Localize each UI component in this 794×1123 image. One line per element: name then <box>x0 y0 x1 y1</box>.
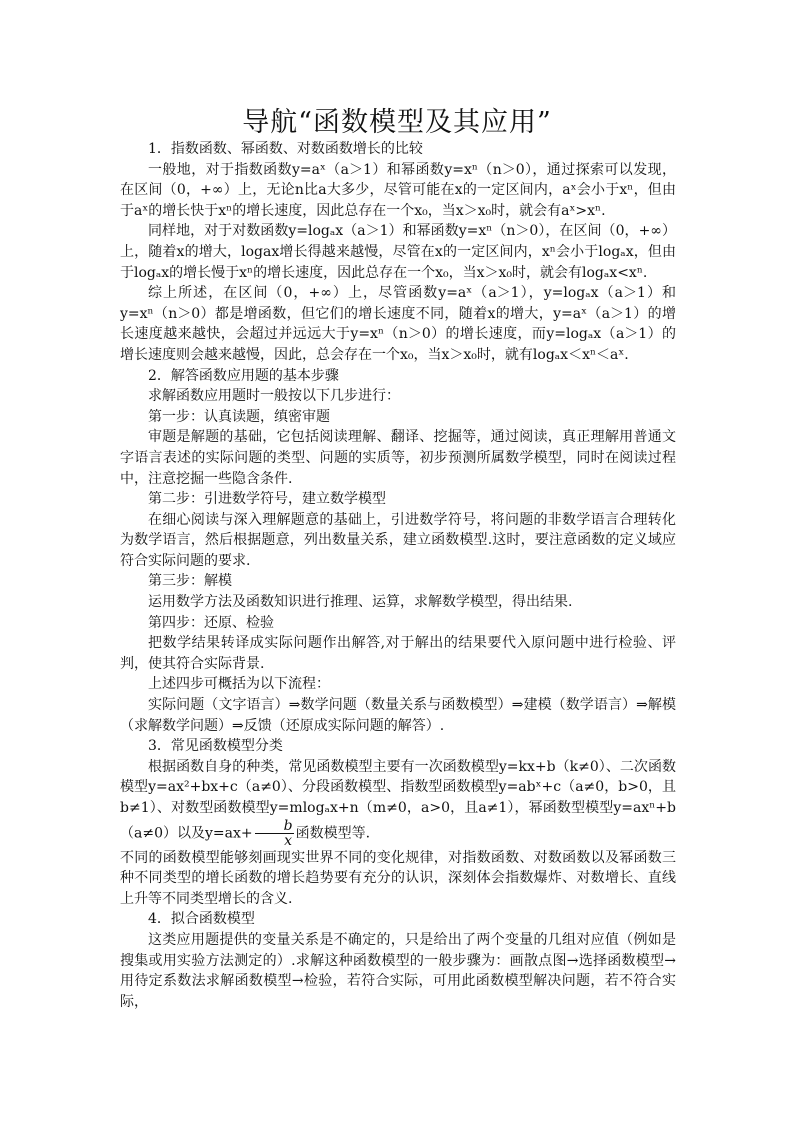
section-4-heading: 4．拟合函数模型 <box>148 911 255 928</box>
page-title: 导航“函数模型及其应用” <box>242 107 552 138</box>
fraction-numerator: b <box>255 819 294 834</box>
section-2-step-4: 第四步：还原、检验 <box>148 614 274 631</box>
section-3-paragraph-1 <box>120 757 676 848</box>
section-1-paragraph-3: 综上所述，在区间（0，+∞）上，尽管函数y=aˣ（a＞1），y=logₐx（a＞1）和y=xⁿ（n＞0）都是增函数，但它们的增长速度不同，随着x的增大，y=aˣ（a＞1）的增长速度越来越快，会超过并远远大于y=xⁿ（n＞0）的增长速度，而y=logₐx（a＞1）的增长速度则会越来越慢，因此，总会存在一个x₀，当x＞x₀时，就有logₐx＜xⁿ＜aˣ. <box>120 285 676 363</box>
section-3-paragraph-1-text: 根据函数自身的种类，常见函数模型主要有一次函数模型y=kx+b（k≠0）、二次函数模型y=ax²+bx+c（a≠0）、分段函数模型、指数型函数模型y=abˣ+c（a≠0，b>0，且b≠1）、对数型函数模型y=mlogₐx+n（m≠0，a>0，且a≠1），幂函数型模型y=axⁿ+b（a≠0）以及y=ax+ <box>120 758 676 842</box>
section-2-step-1: 第一步：认真读题，缜密审题 <box>148 408 330 425</box>
section-2-flow: 实际问题（文字语言）⇒数学问题（数量关系与函数模型）⇒建模（数学语言）⇒解模（求解数学问题）⇒反馈（还原成实际问题的解答）. <box>120 697 676 734</box>
section-2-paragraph-1: 求解函数应用题时一般按以下几步进行： <box>148 388 400 405</box>
section-3-heading: 3．常见函数模型分类 <box>148 738 283 755</box>
document-body <box>120 139 676 1012</box>
section-2-paragraph-2: 审题是解题的基础，它包括阅读理解、翻译、挖掘等，通过阅读，真正理解用普通文字语言表述的实际问题的类型、问题的实质等，初步预测所属数学模型，同时在阅读过程中，注意挖掘一些隐含条件. <box>120 429 676 487</box>
section-2-step-2: 第二步：引进数学符号，建立数学模型 <box>148 491 386 508</box>
section-1-paragraph-2: 同样地，对于对数函数y=logₐx（a＞1）和幂函数y=xⁿ（n＞0），在区间（0，+∞）上，随着x的增大，logax增长得越来越慢，尽管在x的一定区间内，xⁿ会小于logₐx，但由于logₐx的增长慢于xⁿ的增长速度，因此总存在一个x₀，当x＞x₀时，就会有logₐx<xⁿ. <box>120 223 676 281</box>
section-4-paragraph-1: 这类应用题提供的变量关系是不确定的，只是给出了两个变量的几组对应值（例如是搜集或用实验方法测定的）.求解这种函数模型的一般步骤为：画散点图→选择函数模型→用待定系数法求解函数模型→检验，若符合实际，可用此函数模型解决问题，若不符合实际， <box>120 931 676 1010</box>
section-3-paragraph-2: 不同的函数模型能够刻画现实世界不同的变化规律，对指数函数、对数函数以及幂函数三种不同类型的增长函数的增长趋势要有充分的认识，深刻体会指数爆炸、对数增长、直线上升等不同类型增长的含义. <box>120 849 676 907</box>
section-1-paragraph-1: 一般地，对于指数函数y=aˣ（a＞1）和幂函数y=xⁿ（n＞0），通过探索可以发现，在区间（0，+∞）上，无论n比a大多少，尽管可能在x的一定区间内，aˣ会小于xⁿ，但由于aˣ的增长快于xⁿ的增长速度，因此总存在一个x₀，当x＞x₀时，就会有aˣ>xⁿ. <box>120 161 676 219</box>
fraction-denominator: x <box>284 832 293 849</box>
section-2-paragraph-6: 上述四步可概括为以下流程： <box>148 676 330 693</box>
section-2-paragraph-5: 把数学结果转译成实际问题作出解答,对于解出的结果要代入原问题中进行检验、评判，使其符合实际背景. <box>120 635 676 672</box>
section-3-paragraph-1-tail: 函数模型等. <box>295 825 371 842</box>
section-2-paragraph-3: 在细心阅读与深入理解题意的基础上，引进数学符号，将问题的非数学语言合理转化为数学语言，然后根据题意，列出数量关系，建立函数模型.这时，要注意函数的定义域应符合实际问题的要求. <box>120 511 676 569</box>
section-2-paragraph-4: 运用数学方法及函数知识进行推理、运算，求解数学模型，得出结果. <box>148 594 573 611</box>
section-2-step-3: 第三步：解模 <box>148 573 232 590</box>
section-2-heading: 2．解答函数应用题的基本步骤 <box>148 367 339 384</box>
fraction-b-over-x <box>255 819 294 848</box>
section-1-heading: 1．指数函数、幂函数、对数函数增长的比较 <box>148 141 423 157</box>
